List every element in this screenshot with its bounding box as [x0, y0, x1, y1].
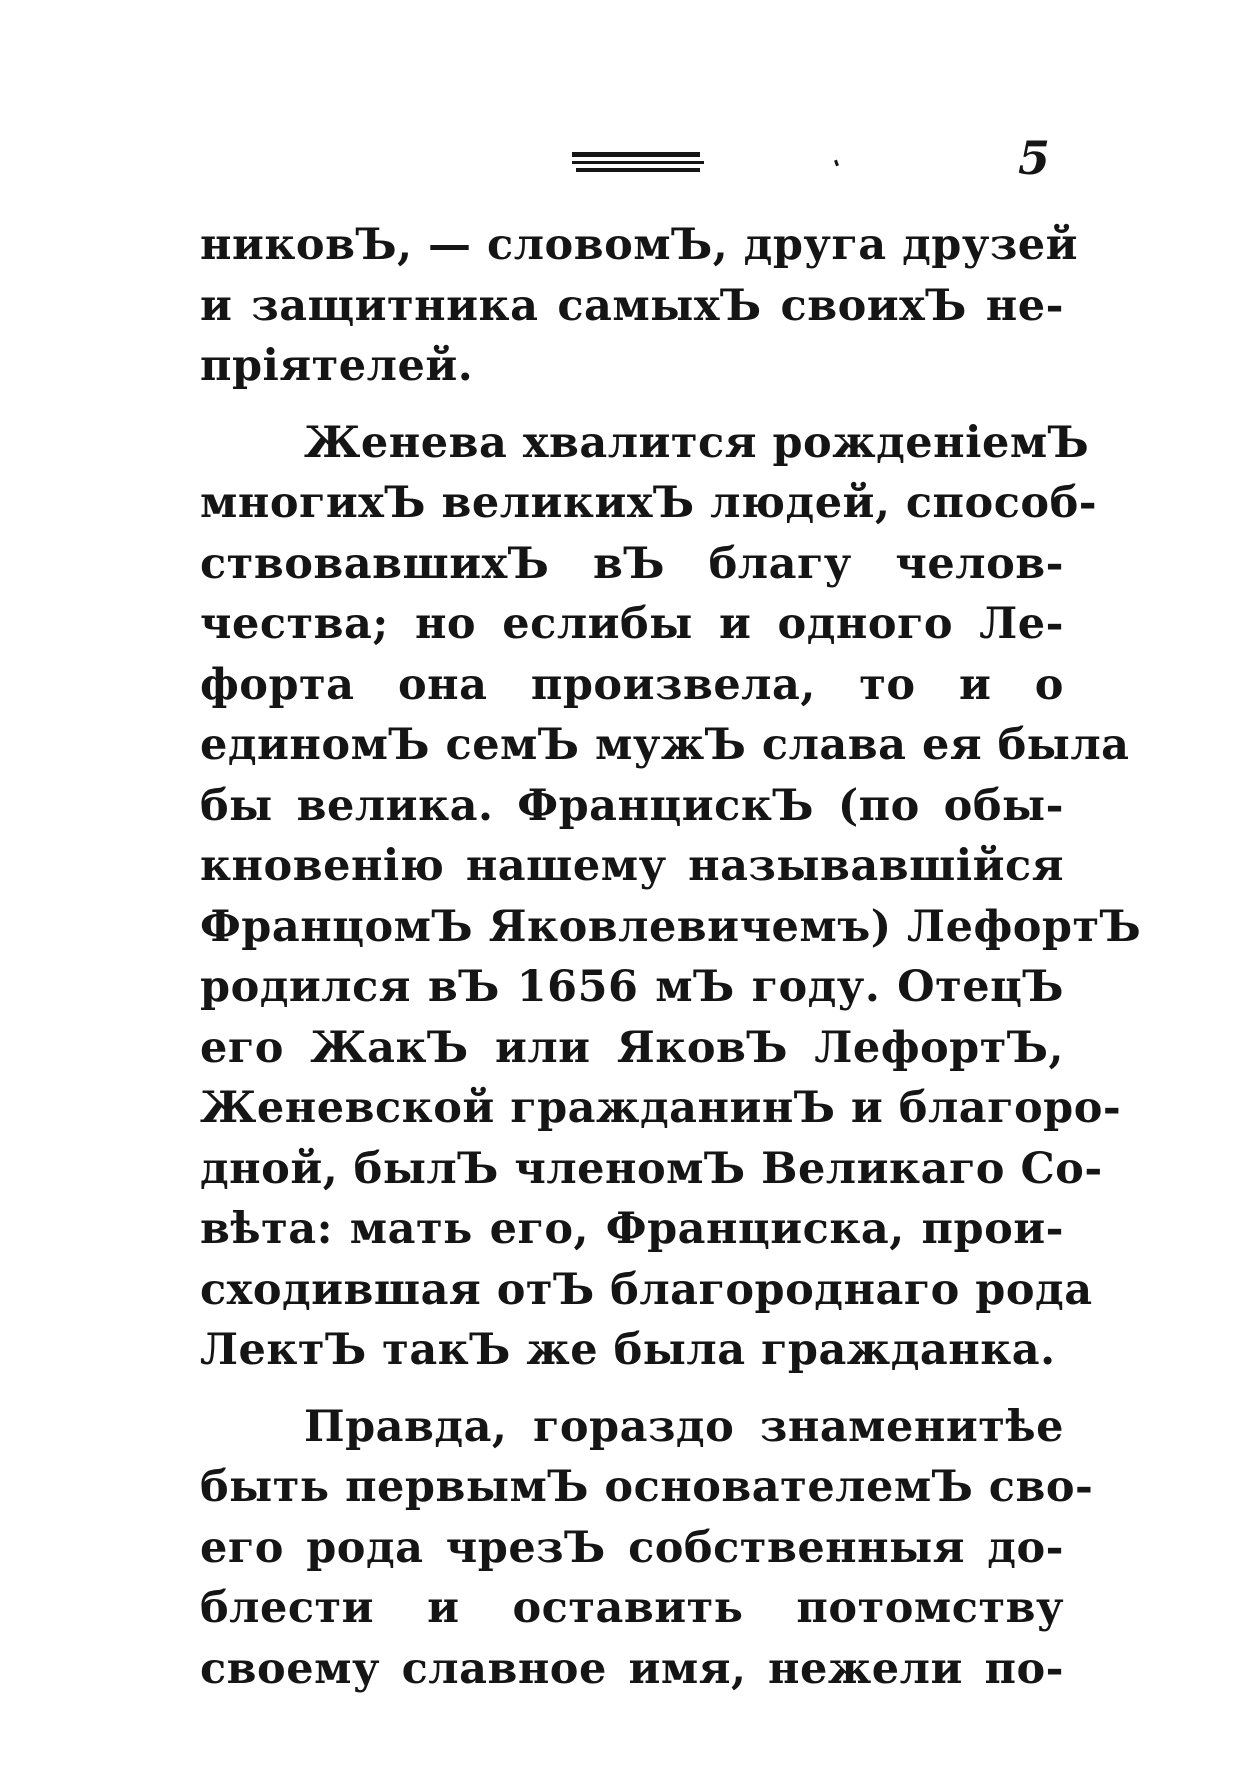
text-line: форта она произвела, то и о: [200, 659, 1064, 710]
text-line: бы велика. ФранцискЪ (по обы-: [200, 780, 1064, 831]
text-line: Женева хвалится рожденіемЪ: [304, 417, 1090, 468]
text-line: своему славное имя, нежели по-: [200, 1643, 1064, 1694]
text-line: ствовавшихЪ вЪ благу челов-: [200, 538, 1064, 589]
header-ornament: [572, 150, 704, 174]
text-line: его рода чрезЪ собственныя до-: [200, 1522, 1064, 1573]
text-line: Правда, гораздо знаменитѣе: [304, 1401, 1064, 1452]
body-text: [200, 215, 1142, 1699]
page-number: 5: [1018, 131, 1051, 185]
text-line: многихЪ великихЪ людей, способ-: [200, 478, 1098, 528]
print-speck: [834, 160, 839, 167]
text-line: пріятелей.: [200, 341, 474, 391]
page-header: [0, 128, 1259, 198]
ornament-rule: [572, 152, 700, 157]
text-line: вѣта: мать его, Франциска, прои-: [200, 1204, 1064, 1254]
text-line: и защитника самыхЪ своихЪ не-: [200, 280, 1064, 331]
text-line: единомЪ семЪ мужЪ слава ея была: [200, 720, 1130, 770]
text-line: родился вЪ 1656 мЪ году. ОтецЪ: [200, 962, 1064, 1012]
text-line: быть первымЪ основателемЪ сво-: [200, 1462, 1094, 1512]
text-line: дной, былЪ членомЪ Великаго Со-: [200, 1143, 1103, 1194]
text-line: никовЪ, — словомЪ, друга друзей: [200, 220, 1079, 270]
text-line: сходившая отЪ благороднаго рода: [200, 1264, 1093, 1315]
text-line: Женевской гражданинЪ и благоро-: [200, 1083, 1122, 1133]
text-line: чества; но еслибы и одного Ле-: [200, 599, 1064, 649]
text-line: блести и оставить потомству: [200, 1583, 1064, 1633]
paragraph: [200, 413, 1142, 1381]
ornament-rule: [572, 161, 704, 164]
text-line: ФранцомЪ Яковлевичемъ) ЛефортЪ: [200, 901, 1142, 952]
paragraph: [200, 215, 1079, 397]
ornament-rule: [576, 168, 700, 172]
paragraph: [200, 1397, 1094, 1700]
text-line: ЛектЪ такЪ же была гражданка.: [200, 1325, 1056, 1375]
text-line: кновенію нашему называвшійся: [200, 841, 1064, 891]
text-line: его ЖакЪ или ЯковЪ ЛефортЪ,: [200, 1022, 1064, 1073]
